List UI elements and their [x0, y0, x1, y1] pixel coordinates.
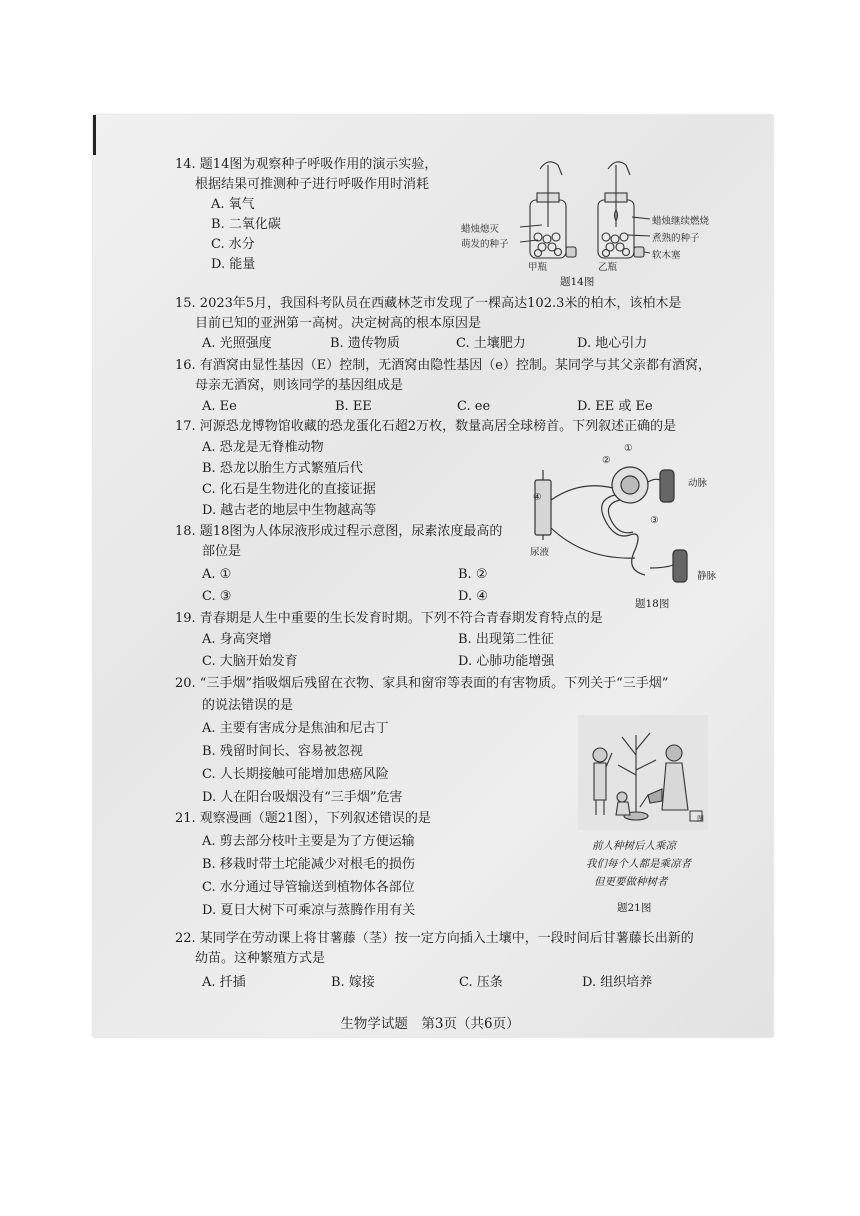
label-candle-burning: 蜡烛继续燃烧 [652, 216, 710, 227]
option-d[interactable]: D. 夏日大树下可乘凉与蒸腾作用有关 [202, 903, 416, 918]
label-candle-out: 蜡烛熄灭 [461, 224, 500, 235]
option-d[interactable]: D. 能量 [211, 257, 256, 272]
figure-caption: 题18图 [635, 598, 670, 610]
question-stem: 20. “三手烟”指吸烟后残留在衣物、家具和窗帘等表面的有害物质。下列关于“三手烟” [175, 676, 669, 691]
label-germinating-seeds: 萌发的种子 [461, 239, 509, 250]
option-d[interactable]: D. ④ [458, 589, 488, 604]
option-d[interactable]: D. 心肺功能增强 [458, 654, 555, 669]
option-c[interactable]: C. ee [457, 399, 491, 414]
option-d[interactable]: D. 地心引力 [577, 336, 648, 351]
option-d[interactable]: D. 人在阳台吸烟没有“三手烟”危害 [202, 790, 403, 805]
question-stem: 16. 有酒窝由显性基因（E）控制，无酒窝由隐性基因（e）控制。某同学与其父亲都有酒窝， [175, 358, 711, 373]
label-vein: 静脉 [697, 571, 717, 582]
label-jar-a: 甲瓶 [528, 262, 548, 273]
option-c[interactable]: C. 人长期接触可能增加患癌风险 [202, 767, 389, 782]
question-stem: 母亲无酒窝，则该同学的基因组成是 [195, 378, 404, 393]
question-stem: 部位是 [202, 544, 242, 559]
label-artery: 动脉 [688, 478, 708, 489]
question-stem: 14. 题14图为观察种子呼吸作用的演示实验， [175, 157, 438, 172]
figure-caption: 题14图 [560, 276, 595, 288]
option-b[interactable]: B. 残留时间长、容易被忽视 [202, 744, 363, 759]
urine-formation-figure [525, 440, 725, 592]
option-c[interactable]: C. 水分通过导管输送到植物体各部位 [202, 880, 415, 895]
label-jar-b: 乙瓶 [598, 262, 618, 273]
cartoon-caption-line: 但更要做种树者 [594, 876, 668, 888]
option-b[interactable]: B. 二氧化碳 [211, 217, 281, 232]
question-stem: 幼苗。这种繁殖方式是 [195, 951, 326, 966]
cartoon-stamp: 图 [697, 815, 704, 823]
option-a[interactable]: A. 扦插 [202, 975, 246, 990]
option-a[interactable]: A. 剪去部分枝叶主要是为了方便运输 [202, 834, 415, 849]
figure-caption: 题21图 [617, 902, 652, 914]
option-a[interactable]: A. ① [202, 567, 232, 582]
option-d[interactable]: D. 组织培养 [582, 975, 653, 990]
option-c[interactable]: C. 压条 [459, 975, 503, 990]
option-d[interactable]: D. 越古老的地层中生物越高等 [202, 503, 377, 518]
question-stem: 15. 2023年5月，我国科考队员在西藏林芝市发现了一棵高达102.3米的柏木，该柏木是 [175, 296, 682, 311]
option-a[interactable]: A. 主要有害成分是焦油和尼古丁 [202, 721, 389, 736]
marker-3: ③ [650, 515, 659, 526]
label-cork: 软木塞 [652, 250, 681, 261]
question-stem: 18. 题18图为人体尿液形成过程示意图，尿素浓度最高的 [175, 524, 503, 539]
question-stem: 22. 某同学在劳动课上将甘薯藤（茎）按一定方向插入土壤中，一段时间后甘薯藤长出新的 [175, 931, 694, 946]
option-b[interactable]: B. 遗传物质 [330, 336, 400, 351]
option-b[interactable]: B. 出现第二性征 [458, 632, 554, 647]
option-d[interactable]: D. EE 或 Ee [577, 399, 653, 414]
cartoon-caption-line: 我们每个人都是乘凉者 [586, 858, 691, 870]
option-c[interactable]: C. 化石是生物进化的直接证据 [202, 482, 376, 497]
option-c[interactable]: C. 水分 [211, 237, 255, 252]
option-b[interactable]: B. 移栽时带土坨能减少对根毛的损伤 [202, 857, 415, 872]
option-c[interactable]: C. 土壤肥力 [456, 336, 526, 351]
option-a[interactable]: A. 恐龙是无脊椎动物 [202, 440, 324, 455]
marker-1: ① [624, 443, 633, 454]
label-urine: 尿液 [530, 547, 550, 558]
page-footer: 生物学试题 第3页（共6页） [340, 1016, 520, 1032]
marker-2: ② [602, 455, 611, 466]
option-b[interactable]: B. 嫁接 [331, 975, 375, 990]
question-stem: 根据结果可推测种子进行呼吸作用时消耗 [195, 177, 430, 192]
option-a[interactable]: A. Ee [202, 399, 237, 414]
question-stem: 目前已知的亚洲第一高树。决定树高的根本原因是 [195, 316, 482, 331]
question-stem: 17. 河源恐龙博物馆收藏的恐龙蛋化石超2万枚，数量高居全球榜首。下列叙述正确的是 [175, 419, 677, 434]
question-stem: 的说法错误的是 [202, 698, 294, 713]
option-a[interactable]: A. 身高突增 [202, 632, 272, 647]
option-b[interactable]: B. EE [335, 399, 372, 414]
option-c[interactable]: C. 大脑开始发育 [202, 654, 298, 669]
tree-planting-cartoon [578, 715, 708, 830]
label-cooked-seeds: 煮熟的种子 [652, 233, 700, 244]
option-b[interactable]: B. ② [458, 567, 488, 582]
option-c[interactable]: C. ③ [202, 589, 232, 604]
cartoon-caption-line: 前人种树后人乘凉 [592, 840, 676, 852]
option-a[interactable]: A. 光照强度 [202, 336, 272, 351]
paper-edge [93, 115, 96, 155]
option-b[interactable]: B. 恐龙以胎生方式繁殖后代 [202, 461, 363, 476]
question-stem: 21. 观察漫画（题21图），下列叙述错误的是 [175, 811, 431, 826]
question-stem: 19. 青春期是人生中重要的生长发育时期。下列不符合青春期发育特点的是 [175, 611, 603, 626]
marker-4: ④ [533, 492, 542, 503]
option-a[interactable]: A. 氧气 [211, 197, 255, 212]
